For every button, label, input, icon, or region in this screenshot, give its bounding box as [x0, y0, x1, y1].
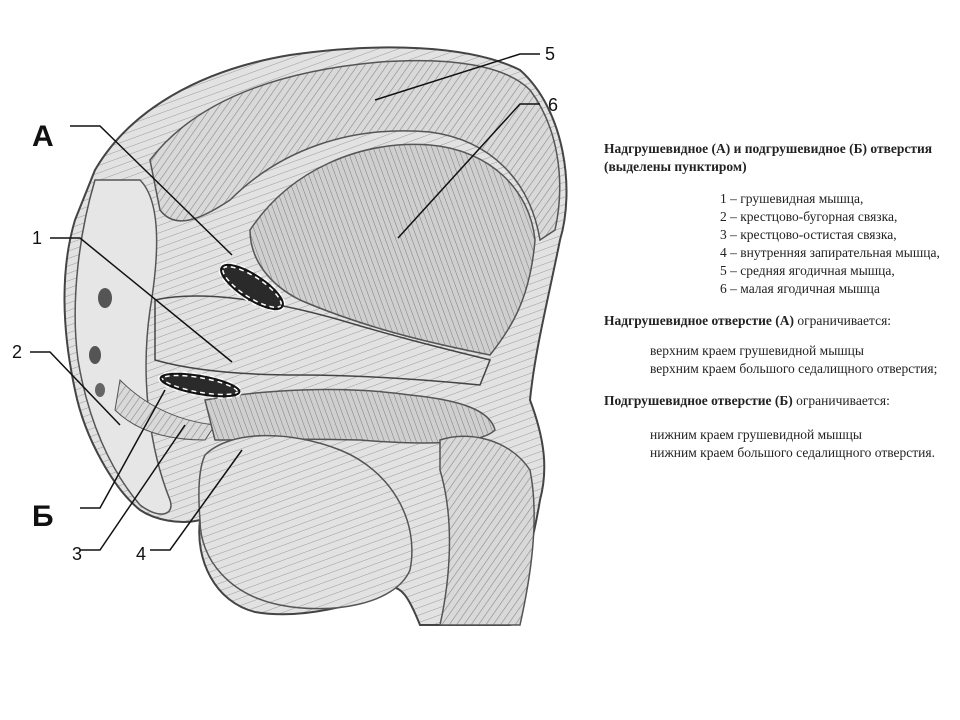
- legend-item: 4 – внутренняя запирательная мышца,: [720, 245, 940, 260]
- caption-title: Надгрушевидное (А) и подгрушевидное (Б) отверстия (выделены пунктиром): [604, 141, 933, 174]
- legend-list: [720, 190, 954, 298]
- legend-item: 5 – средняя ягодичная мышца,: [720, 263, 895, 278]
- legend-item: 6 – малая ягодичная мышца: [720, 281, 880, 296]
- figure-caption: [604, 140, 954, 462]
- boundary-item: нижним краем большого седалищного отверстия.: [650, 445, 935, 460]
- label-1: 1: [32, 228, 43, 248]
- label-2: 2: [12, 342, 23, 362]
- legend-item: 2 – крестцово-бугорная связка,: [720, 209, 898, 224]
- label-4: 4: [136, 544, 147, 564]
- label-6: 6: [548, 95, 559, 115]
- boundary-item: верхним краем грушевидной мышцы: [650, 343, 864, 358]
- boundary-item: нижним краем грушевидной мышцы: [650, 427, 862, 442]
- legend-item: 3 – крестцово-остистая связка,: [720, 227, 897, 242]
- infrapiriform-description: Подгрушевидное отверстие (Б) ограничивается: нижним краем грушевидной мышцы нижним краем большого седалищного отверстия.: [604, 392, 954, 462]
- femur: [440, 436, 534, 625]
- label-5: 5: [545, 44, 556, 64]
- boundary-item: верхним краем большого седалищного отверстия;: [650, 361, 938, 376]
- suprapiriform-description: Надгрушевидное отверстие (А) ограничивается: верхним краем грушевидной мышцы верхним краем большого седалищного отверстия;: [604, 312, 954, 378]
- label-B: Б: [32, 500, 54, 533]
- label-3: 3: [72, 544, 83, 564]
- label-A: А: [32, 120, 54, 153]
- legend-item: 1 – грушевидная мышца,: [720, 191, 864, 206]
